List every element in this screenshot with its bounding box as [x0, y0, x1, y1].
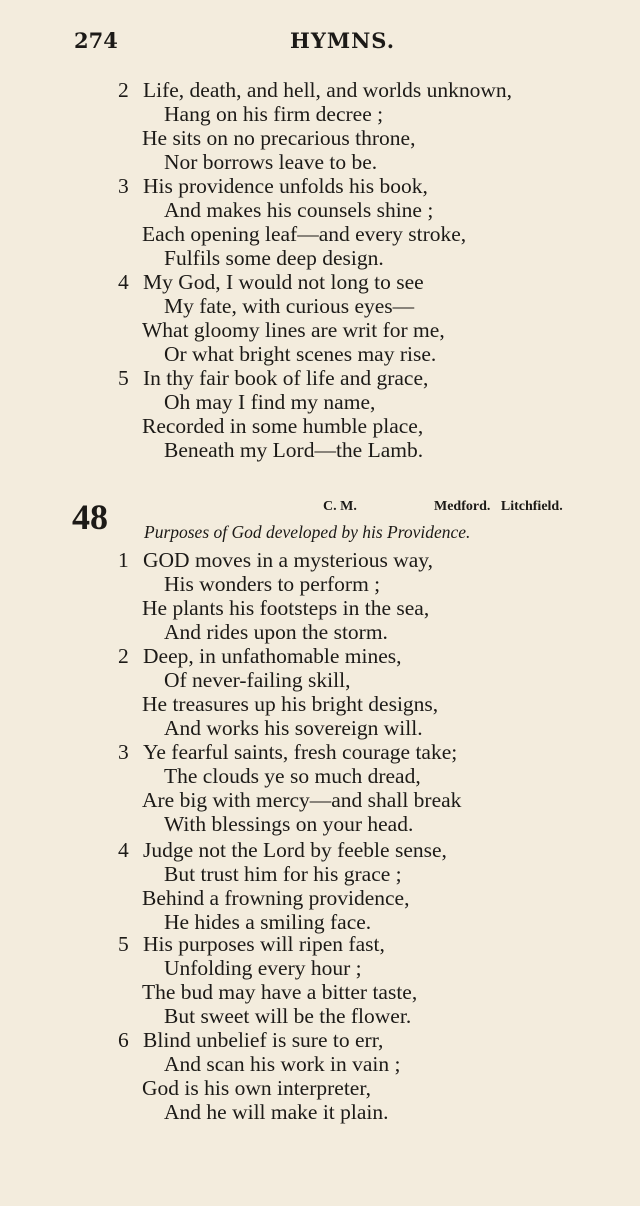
- verse-line: The clouds ye so much dread,: [164, 764, 421, 788]
- hymn-tunes: Medford. Litchfield.: [434, 499, 563, 514]
- verse-line: Life, death, and hell, and worlds unknown,: [143, 78, 512, 102]
- page-header: [0, 28, 640, 58]
- verse-line: Unfolding every hour ;: [164, 956, 362, 980]
- verse-line: Ye fearful saints, fresh courage take;: [143, 740, 458, 764]
- stanza-number: 6: [118, 1028, 129, 1052]
- verse-line: GOD moves in a mysterious way,: [143, 548, 434, 572]
- verse-line: Are big with mercy—and shall break: [142, 788, 462, 812]
- running-title: HYMNS.: [290, 28, 396, 53]
- verse-line: Blind unbelief is sure to err,: [143, 1028, 384, 1052]
- verse-line: Behind a frowning providence,: [142, 886, 410, 910]
- verse-line: Each opening leaf—and every stroke,: [142, 222, 467, 246]
- stanza-number: 1: [118, 548, 129, 572]
- verse-line: His wonders to perform ;: [164, 572, 381, 596]
- stanza-number: 2: [118, 644, 129, 668]
- verse-line: God is his own interpreter,: [142, 1076, 372, 1100]
- stanza-number: 2: [118, 78, 129, 102]
- verse-line: And rides upon the storm.: [164, 620, 388, 644]
- hymn-number: 48: [72, 497, 108, 537]
- verse-line: What gloomy lines are writ for me,: [142, 318, 445, 342]
- verse-line: He hides a smiling face.: [164, 910, 372, 934]
- verse-line: In thy fair book of life and grace,: [143, 366, 429, 390]
- page-number: 274: [74, 28, 118, 53]
- verse-line: My fate, with curious eyes—: [164, 294, 415, 318]
- verse-line: Beneath my Lord—the Lamb.: [164, 438, 424, 462]
- verse-line: But trust him for his grace ;: [164, 862, 402, 886]
- verse-line: And makes his counsels shine ;: [164, 198, 434, 222]
- stanza-number: 5: [118, 932, 129, 956]
- verse-line: Of never-failing skill,: [164, 668, 351, 692]
- verse-line: My God, I would not long to see: [143, 270, 424, 294]
- stanza-number: 5: [118, 366, 129, 390]
- verse-line: Nor borrows leave to be.: [164, 150, 378, 174]
- verse-line: Or what bright scenes may rise.: [164, 342, 437, 366]
- verse-line: And works his sovereign will.: [164, 716, 423, 740]
- verse-line: Recorded in some humble place,: [142, 414, 424, 438]
- stanza-number: 3: [118, 174, 129, 198]
- verse-line: He sits on no precarious throne,: [142, 126, 416, 150]
- verse-line: And he will make it plain.: [164, 1100, 389, 1124]
- stanza-number: 4: [118, 270, 129, 294]
- verse-line: Judge not the Lord by feeble sense,: [143, 838, 447, 862]
- verse-line: And scan his work in vain ;: [164, 1052, 401, 1076]
- verse-line: His providence unfolds his book,: [143, 174, 428, 198]
- stanza-number: 3: [118, 740, 129, 764]
- stanza-number: 4: [118, 838, 129, 862]
- verse-line: The bud may have a bitter taste,: [142, 980, 418, 1004]
- verse-line: He plants his footsteps in the sea,: [142, 596, 430, 620]
- verse-line: But sweet will be the flower.: [164, 1004, 412, 1028]
- verse-line: His purposes will ripen fast,: [143, 932, 385, 956]
- verse-line: Hang on his firm decree ;: [164, 102, 384, 126]
- verse-line: With blessings on your head.: [164, 812, 414, 836]
- verse-line: Oh may I find my name,: [164, 390, 376, 414]
- hymn-meter: C. M.: [323, 499, 357, 514]
- verse-line: Fulfils some deep design.: [164, 246, 384, 270]
- hymn-subtitle: Purposes of God developed by his Providence.: [144, 522, 471, 542]
- verse-line: Deep, in unfathomable mines,: [143, 644, 402, 668]
- verse-line: He treasures up his bright designs,: [142, 692, 439, 716]
